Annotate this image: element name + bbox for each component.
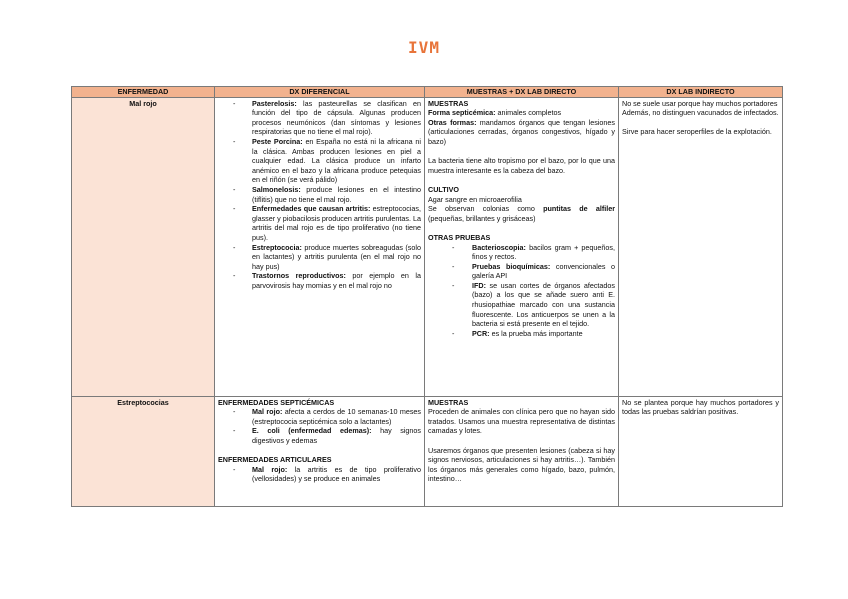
tests-list [428,243,615,339]
list-item: - Pasterelosis: las pasteurellas se clasifican en función del tipo de cápsula. Algunas producen procesos neumónicos (dan síntomas y lesiones respiratorias que no tiene el mal rojo). [252,99,421,137]
section-heading: MUESTRAS [428,397,469,407]
section-heading: MUESTRAS [428,98,469,108]
list-item: - Bacterioscopia: bacilos gram + pequeños, finos y rectos. [472,243,615,262]
table-header-row [72,87,783,98]
paragraph: No se suele usar porque hay muchos portadores [622,98,778,108]
paragraph: Proceden de animales con clínica pero que no hayan sido tratados. Usamos una muestra representativa de distintas camadas y lotes. [428,407,615,436]
paragraph: No se plantea porque hay muchos portadores y todas las pruebas saldrían positivas. [622,397,779,417]
section-heading: ENFERMEDADES SEPTICÉMICAS [218,397,335,407]
paragraph: Se observan colonias como puntitas de alfiler (pequeñas, brillantes y grisáceas) [428,204,615,223]
disease-cell: Mal rojo [72,97,215,396]
differential-diagnosis-table [71,86,783,507]
header-dx-differential: DX DIFERENCIAL [215,87,425,98]
paragraph: Agar sangre en microaerofilia [428,194,522,204]
list-item: - Enfermedades que causan artritis: estreptococias, glasser y piobacilosis producen artritis purulentas. La artritis del mal rojo es de tipo proliferativo (no tiene pus). [252,204,421,242]
section-heading: ENFERMEDADES ARTICULARES [218,455,332,465]
header-indirect: DX LAB INDIRECTO [619,87,783,98]
section-heading: CULTIVO [428,184,460,194]
table-row [72,97,783,396]
list-item: - Estreptococia: produce muertes sobreagudas (solo en lactantes) y artritis purulenta (en el mal rojo no hay pus) [252,243,421,272]
list-item: - IFD: se usan cortes de órganos afectados (bazo) a los que se añade suero anti E. rhusiopathiae marcado con una sustancia fluorescente. Los anticuerpos se unen a la bacteria si está presente en el tejido. [472,281,615,329]
list-item: - Mal rojo: afecta a cerdos de 10 semanas-10 meses (estreptococia septicémica solo a lactantes) [252,407,421,426]
indirect-cell [619,396,783,506]
dx-differential-cell [215,97,425,396]
disease-cell: Estreptococias [72,396,215,506]
list-item: - E. coli (enfermedad edemas): hay signos digestivos y edemas [252,426,421,445]
list-item: - Salmonelosis: produce lesiones en el intestino (tiflitis) que no tiene el mal rojo. [252,185,421,204]
paragraph: La bacteria tiene alto tropismo por el bazo, por lo que una muestra interesante es la cabeza del bazo. [428,156,615,175]
header-samples-direct: MUESTRAS + DX LAB DIRECTO [425,87,619,98]
indirect-cell [619,97,783,396]
list-item: - Pruebas bioquímicas: convencionales o galería API [472,262,615,281]
dx-differential-list [218,407,421,445]
table-row [72,396,783,506]
paragraph: Además, no distinguen vacunados de infectados. [622,108,779,118]
dx-differential-list [218,465,421,484]
samples-cell [425,396,619,506]
list-item: - Mal rojo: la artritis es de tipo proliferativo (vellosidades) y se produce en animales [252,465,421,484]
samples-cell [425,97,619,396]
dx-differential-cell [215,396,425,506]
header-disease: ENFERMEDAD [72,87,215,98]
paragraph: Forma septicémica: animales completos [428,108,562,118]
section-heading: OTRAS PRUEBAS [428,232,491,242]
paragraph: Sirve para hacer seroperfiles de la explotación. [622,127,772,137]
list-item: - Trastornos reproductivos: por ejemplo en la parvovirosis hay momias y en el mal rojo no [252,271,421,290]
list-item: - PCR: es la prueba más importante [472,329,615,339]
paragraph: Otras formas: mandamos órganos que tengan lesiones (articulaciones cerradas, órganos congestivos, hígado y bazo) [428,117,615,146]
dx-differential-list [218,99,421,291]
document-title: IVM [408,38,440,57]
list-item: - Peste Porcina: en España no está ni la africana ni la clásica. Ambas producen lesiones en piel a cualquier edad. La clásica produce un infarto anémico en el bazo y la africana produce petequias en el riñón (se verá pálido) [252,137,421,185]
paragraph: Usaremos órganos que presenten lesiones (cabeza si hay signos nerviosos, articulaciones si hay artritis…). También los órganos más generales como hígado, bazo, pulmón, intestino… [428,445,615,484]
